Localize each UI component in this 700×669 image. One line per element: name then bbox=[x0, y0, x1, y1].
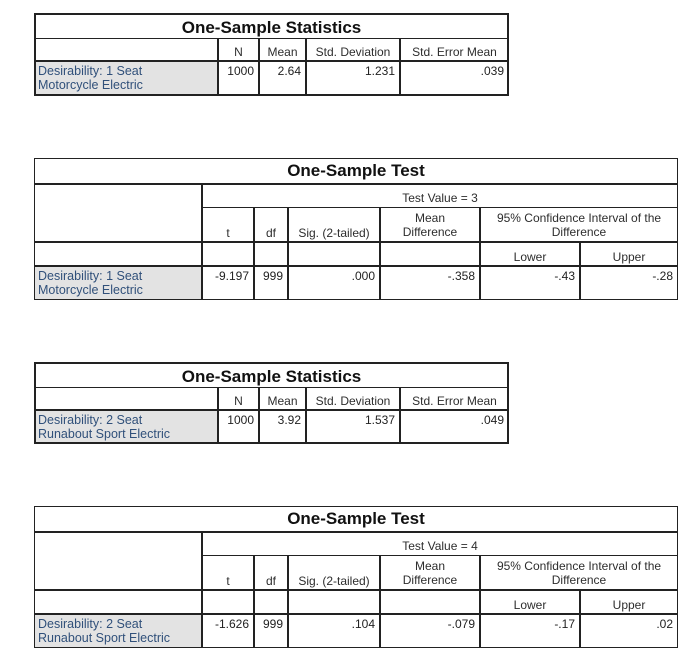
test-row-spacer-label bbox=[34, 242, 202, 266]
test-value-lower: -.17 bbox=[480, 614, 580, 648]
test-value-header: Test Value = 4 bbox=[202, 532, 678, 555]
stats-header-blank bbox=[34, 387, 218, 410]
test-header-mean-line1: Mean bbox=[414, 559, 446, 573]
stats-header-std-deviation: Std. Deviation bbox=[306, 387, 400, 410]
test-header-t: t bbox=[202, 207, 254, 242]
stats-header-mean: Mean bbox=[259, 387, 306, 410]
test-value-mean-diff: -.358 bbox=[380, 266, 480, 300]
stats-row-label-line1: Desirability: 1 Seat bbox=[38, 64, 143, 78]
test-corner-blank bbox=[34, 184, 202, 242]
test-header-mean-line2: Difference bbox=[402, 573, 458, 587]
test-header-ci bbox=[480, 207, 678, 242]
test-row-label bbox=[34, 614, 202, 648]
stats-header-blank bbox=[34, 38, 218, 61]
stats-row-label-line2: Motorcycle Electric bbox=[38, 78, 143, 92]
test-header-sig: Sig. (2-tailed) bbox=[288, 555, 380, 590]
test-value-upper: .02 bbox=[580, 614, 678, 648]
stats-value-n: 1000 bbox=[218, 410, 259, 444]
stats-value-std-error-mean: .049 bbox=[400, 410, 509, 444]
test-header-ci-line2: Difference bbox=[551, 225, 607, 239]
stats-header-n: N bbox=[218, 387, 259, 410]
test-corner-blank bbox=[34, 532, 202, 590]
test-row-spacer-t bbox=[202, 242, 254, 266]
test-header-mean-line2: Difference bbox=[402, 225, 458, 239]
test-value-lower: -.43 bbox=[480, 266, 580, 300]
test-row-spacer-mean bbox=[380, 590, 480, 614]
stats-value-n: 1000 bbox=[218, 61, 259, 96]
stats-value-mean: 2.64 bbox=[259, 61, 306, 96]
test-table-2 bbox=[34, 506, 678, 648]
stats-header-std-error-mean: Std. Error Mean bbox=[400, 38, 509, 61]
test-row-spacer-sig bbox=[288, 242, 380, 266]
stats-table-2 bbox=[34, 362, 509, 444]
test-header-upper: Upper bbox=[580, 242, 678, 266]
stats-value-std-error-mean: .039 bbox=[400, 61, 509, 96]
stats-row-label-line1: Desirability: 2 Seat bbox=[38, 413, 143, 427]
test-row-spacer-sig bbox=[288, 590, 380, 614]
test-row-spacer-t bbox=[202, 590, 254, 614]
stats-value-std-deviation: 1.537 bbox=[306, 410, 400, 444]
test-header-sig: Sig. (2-tailed) bbox=[288, 207, 380, 242]
stats-title-2: One-Sample Statistics bbox=[34, 362, 509, 387]
test-value-upper: -.28 bbox=[580, 266, 678, 300]
test-header-mean-diff bbox=[380, 555, 480, 590]
test-title-2: One-Sample Test bbox=[287, 509, 425, 528]
stats-header-mean: Mean bbox=[259, 38, 306, 61]
test-table-1 bbox=[34, 158, 678, 297]
test-value-sig: .000 bbox=[288, 266, 380, 300]
stats-row-label-line2: Runabout Sport Electric bbox=[38, 427, 171, 441]
test-header-upper: Upper bbox=[580, 590, 678, 614]
test-header-df: df bbox=[254, 555, 288, 590]
stats-table-1 bbox=[34, 13, 509, 96]
test-header-mean-line1: Mean bbox=[414, 211, 446, 225]
stats-value-mean: 3.92 bbox=[259, 410, 306, 444]
test-title-1: One-Sample Test bbox=[287, 161, 425, 180]
test-value-df: 999 bbox=[254, 614, 288, 648]
test-header-lower: Lower bbox=[480, 590, 580, 614]
test-value-mean-diff: -.079 bbox=[380, 614, 480, 648]
test-row-label-line1: Desirability: 2 Seat bbox=[38, 617, 143, 631]
test-row-spacer-label bbox=[34, 590, 202, 614]
test-row-spacer-df bbox=[254, 242, 288, 266]
test-value-header: Test Value = 3 bbox=[202, 184, 678, 207]
test-header-ci-line2: Difference bbox=[551, 573, 607, 587]
test-header-t: t bbox=[202, 555, 254, 590]
test-header-lower: Lower bbox=[480, 242, 580, 266]
test-header-ci-line1: 95% Confidence Interval of the bbox=[496, 559, 662, 573]
stats-row-label bbox=[34, 61, 218, 96]
test-row-label-line2: Motorcycle Electric bbox=[38, 283, 143, 297]
test-row-label bbox=[34, 266, 202, 300]
test-row-label-line1: Desirability: 1 Seat bbox=[38, 269, 143, 283]
test-header-ci bbox=[480, 555, 678, 590]
stats-title-1: One-Sample Statistics bbox=[34, 13, 509, 38]
test-row-spacer-df bbox=[254, 590, 288, 614]
stats-header-std-error-mean: Std. Error Mean bbox=[400, 387, 509, 410]
test-row-label-line2: Runabout Sport Electric bbox=[38, 631, 171, 645]
test-value-t: -1.626 bbox=[202, 614, 254, 648]
stats-row-label bbox=[34, 410, 218, 444]
test-value-t: -9.197 bbox=[202, 266, 254, 300]
stats-value-std-deviation: 1.231 bbox=[306, 61, 400, 96]
test-header-mean-diff bbox=[380, 207, 480, 242]
test-header-df: df bbox=[254, 207, 288, 242]
stats-header-std-deviation: Std. Deviation bbox=[306, 38, 400, 61]
test-header-ci-line1: 95% Confidence Interval of the bbox=[496, 211, 662, 225]
test-value-df: 999 bbox=[254, 266, 288, 300]
test-row-spacer-mean bbox=[380, 242, 480, 266]
stats-header-n: N bbox=[218, 38, 259, 61]
test-value-sig: .104 bbox=[288, 614, 380, 648]
